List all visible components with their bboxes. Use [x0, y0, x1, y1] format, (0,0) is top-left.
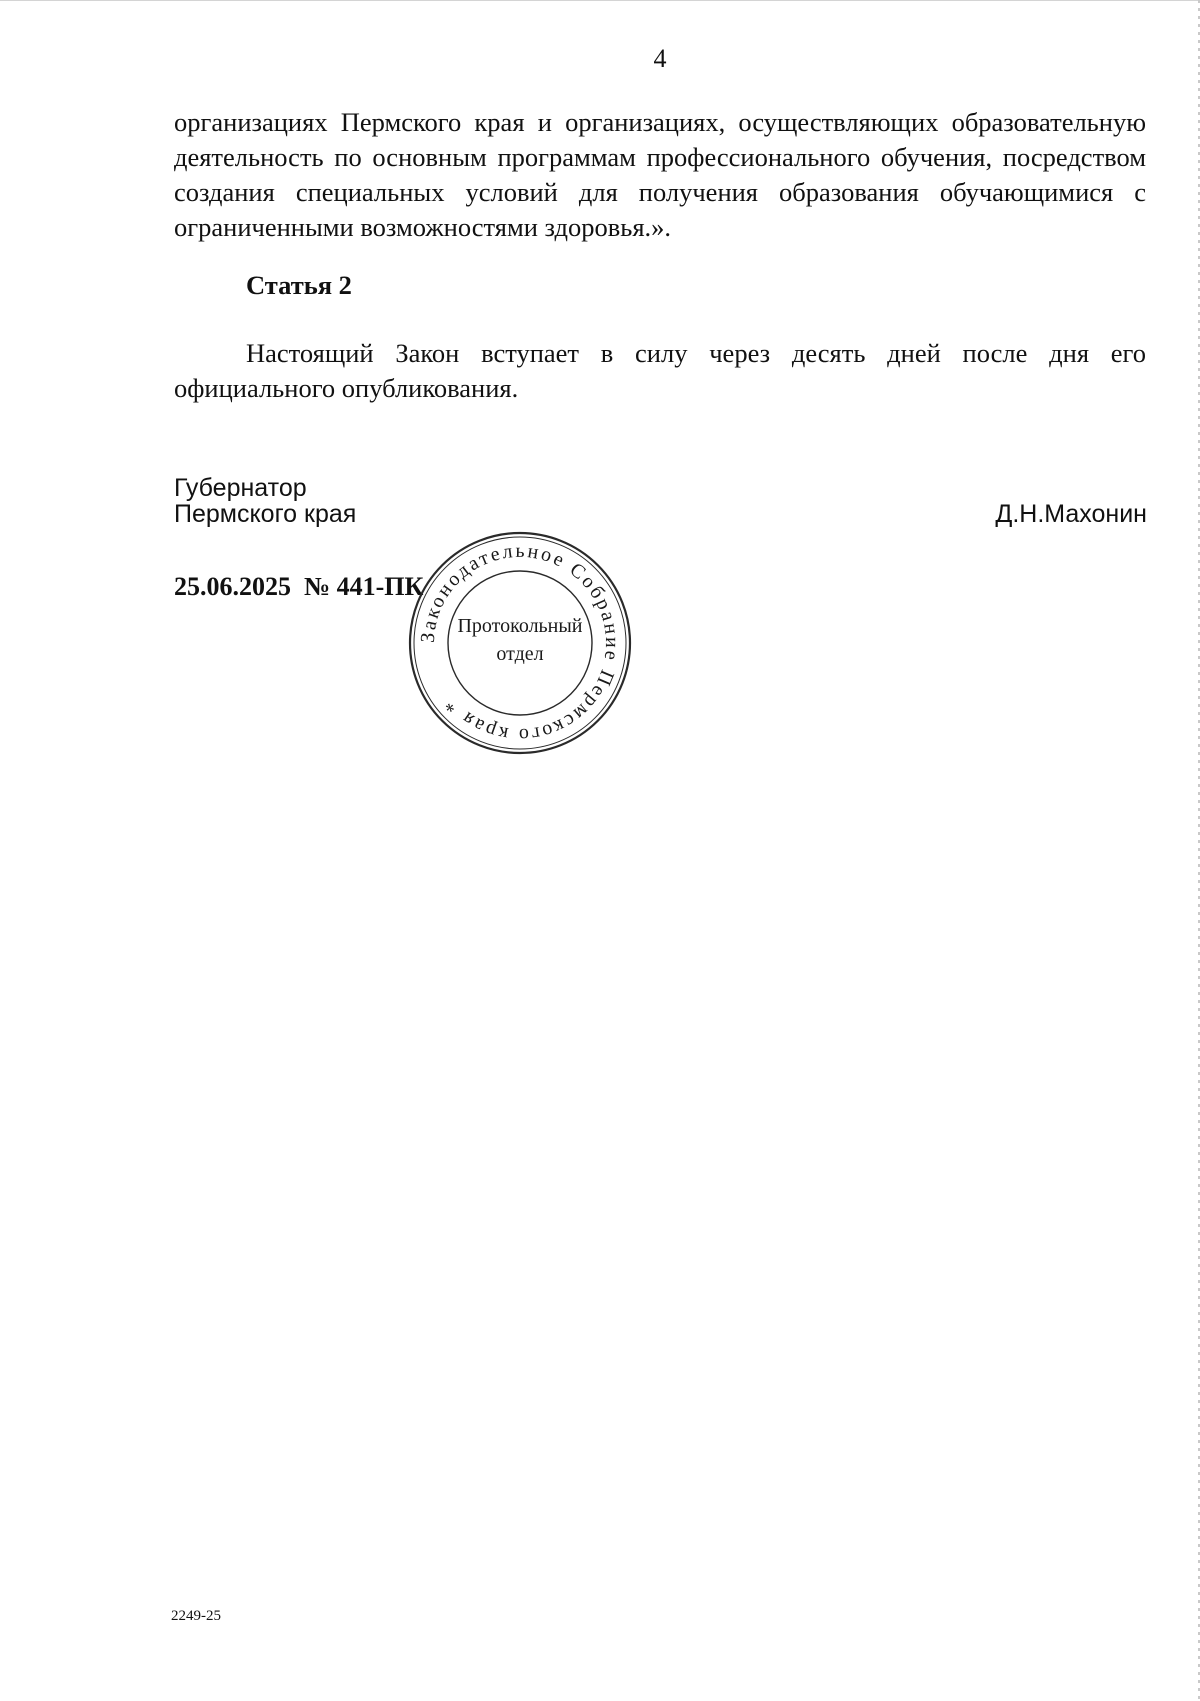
law-date: 25.06.2025: [174, 572, 291, 601]
article-heading: Статья 2: [246, 270, 352, 300]
paragraph-effective-date: Настоящий Закон вступает в силу через десять дней после дня его официального опубликования.: [174, 338, 1146, 403]
stamp-center-text: [407, 612, 633, 668]
stamp-ring-text: Законодательное Собрание Пермского края *: [416, 539, 624, 747]
paragraph-continuation: организациях Пермского края и организациях, осуществляющих образовательную деятельность по основным программам профессионального обучения, посредством создания специальных условий для получения образования обучающимися с ограниченными возможностями здоровья.».: [174, 107, 1146, 242]
law-date-number: [174, 572, 423, 602]
signatory-name: Д.Н.Махонин: [995, 500, 1147, 528]
signatory-title: [174, 475, 356, 527]
stamp-center-line-1: Протокольный: [457, 615, 583, 637]
document-code: 2249-25: [171, 1608, 221, 1624]
stamp-center-line-2: отдел: [496, 643, 544, 665]
signatory-title-line-1: Губернатор: [174, 474, 307, 502]
page-number: 4: [653, 44, 667, 73]
signatory-title-line-2: Пермского края: [174, 500, 357, 528]
scan-top-edge: [0, 0, 1200, 1]
law-number: № 441-ПК: [304, 572, 424, 601]
official-stamp: [407, 530, 633, 756]
